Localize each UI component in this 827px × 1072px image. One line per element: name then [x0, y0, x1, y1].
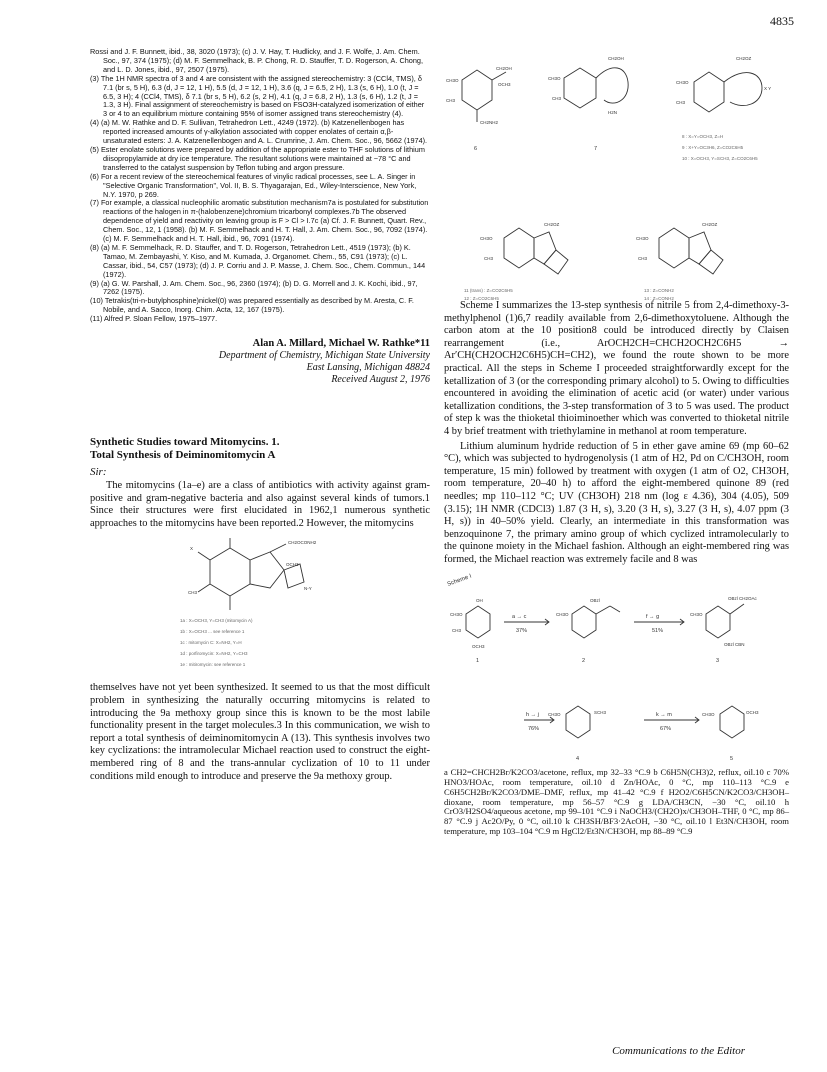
mitomycin-structure-drawing	[90, 530, 430, 620]
svg-text:CH3: CH3	[452, 628, 462, 634]
structures-figure	[444, 38, 789, 301]
svg-text:CH3: CH3	[638, 256, 648, 261]
svg-text:CH2OH: CH2OH	[608, 56, 624, 61]
footer-section-title: Communications to the Editor	[612, 1045, 745, 1057]
body-paragraph-continued: themselves have not yet been synthesized. It seemed to us that the most difficult problem in synthesizing the naturally occurring mitomycins is related to introducing the 9a methoxy group since this is known to be the most labile functionality present in the target molecules.3 In this communication, we wish to report a total synthesis of deiminomitomycin A (13). This synthesis involves two key cyclizations: the intramolecular Michael reaction used to construct the eight-membered ring of 8 and the trans-annular cyclization of 10 to 11 under conditions mild enough to introduce and preserve the 9a methoxy group.	[90, 682, 430, 782]
legend-11: 11 (trans) : Z=CO2C6H5	[464, 288, 513, 293]
left-column	[90, 48, 430, 783]
compound-6-label: 6	[474, 146, 478, 152]
svg-text:CH3: CH3	[552, 96, 562, 101]
svg-text:CH2OZ: CH2OZ	[544, 222, 560, 227]
page-number: 4835	[770, 14, 794, 28]
scheme-title: Scheme I	[446, 574, 473, 589]
svg-text:OH: OH	[476, 598, 483, 604]
reference-item: (8) (a) M. F. Semmelhack, R. D. Stauffer, and T. D. Rogerson, Tetrahedron Lett., 4519 (1973); (b) K. Tamao, M. Zembayashi, Y. Kiso, and M. Kumada, J. Organomet. Chem., 55, C91 (1973); (c) L. Cassar, ibid., 54, C57 (1973); (d) J. P. Corriu and J. P. Masse, J. Chem. Soc., Chem. Commun., 144 (1972).	[90, 242, 426, 279]
legend-1c: 1c : mitomycin C: X=NH2, Y=H	[180, 640, 242, 646]
svg-text:CH2OZ: CH2OZ	[702, 222, 718, 227]
svg-text:OCH3: OCH3	[472, 644, 485, 650]
legend-13: 13 : Z=CONH2	[644, 288, 674, 293]
legend-10: 10 : X=OCH3, Y=SCH3, Z=CO2C6H5	[682, 156, 758, 161]
yield-4: 67%	[660, 726, 672, 733]
scheme-1-drawing	[444, 570, 789, 768]
reference-item: (5) Ester enolate solutions were prepared by addition of the appropriate ester to THF solutions of lithium diisopropylamide at dry ice temperature. The resultant solutions were maintained at −78 °C and transferred to the catalyst suspension by Teflon tubing and argon pressure.	[90, 144, 425, 172]
structures-drawing	[444, 38, 789, 296]
salutation: Sir:	[90, 466, 107, 479]
reference-item: (6) For a recent review of the stereochemical features of vinylic radical processes, see L. A. Singer in "Selective Organic Transformation", Vol. II, B. S. Thyagarajan, Ed., Wiley-Interscience, New York, N.Y. 1970, p 269.	[90, 171, 417, 199]
reference-item: (10) Tetrakis(tri-n-butylphosphine)nickel(0) was prepared essentially as described by M. Aresta, C. F. Nobile, and A. Sacco, Inorg. Chim. Acta, 12, 167 (1975).	[90, 296, 414, 315]
department: Department of Chemistry, Michigan State University	[218, 350, 430, 362]
city: East Lansing, Michigan 48824	[306, 362, 430, 374]
mitomycin-structure-figure	[90, 530, 430, 680]
legend-1b: 1b : X=OCH3 ... see reference 1	[180, 629, 245, 635]
svg-text:CH3: CH3	[676, 100, 686, 105]
arrow-label-2: f → g	[646, 614, 660, 621]
arrow-label-3: h → j	[526, 712, 539, 719]
svg-text:CH3: CH3	[484, 256, 494, 261]
compound-3-label: 3	[716, 658, 720, 665]
compound-5-label: 5	[730, 756, 734, 763]
legend-1e: 1e : mitiromycin: see reference 1	[180, 662, 246, 668]
article-title	[90, 436, 430, 462]
svg-text:CH2OZ: CH2OZ	[736, 56, 752, 61]
compound-7-label: 7	[594, 146, 598, 152]
reference-item: (7) For example, a classical nucleophilic aromatic substitution mechanism7a is postulated for substitution reactions of the halogen in π-(halobenzene)chromium tricarbonyl complexes.7b The observed dependence of yield and reactivity on leaving group is F > Cl > I.7c (a) Cf. J. F. Bunnett, Quart. Rev., Chem. Soc., 12, 1 (1958). (b) M. F. Semmelhack and H. T. Hall, J. Am. Chem. Soc., 96, 7092 (1974). (c) M. F. Semmelhack and H. T. Hall, ibid., 96, 7091 (1974).	[90, 198, 429, 244]
reference-item: (11) Alfred P. Sloan Fellow, 1975–1977.	[90, 314, 218, 324]
arrow-label-4: k → m	[656, 712, 672, 719]
svg-text:X Y: X Y	[764, 86, 772, 91]
reference-item: (4) (a) M. W. Rathke and D. F. Sullivan, Tetrahedron Lett., 4249 (1972). (b) Katzenellenbogen has reported increased amounts of γ-alkylation associated with copper enolates of certain α,β-unsaturated esters: J. A. Katzenellenbogen and A. L. Crumrine, J. Am. Chem. Soc., 96, 5662 (1974).	[90, 118, 428, 146]
legend-1d: 1d : porfiromycin: X=NH2, Y=CH3	[180, 651, 248, 657]
title-line-1: Synthetic Studies toward Mitomycins. 1.	[90, 436, 280, 449]
svg-text:CH3O: CH3O	[446, 78, 459, 83]
right-column	[444, 38, 789, 836]
svg-text:CH3O: CH3O	[548, 76, 561, 81]
svg-text:OBzl CBN: OBzl CBN	[724, 642, 745, 648]
byline	[90, 338, 430, 386]
right-paragraph-1: Scheme I summarizes the 13-step synthesis of nitrile 5 from 2,4-dimethoxy-3-methylphenol (1)6,7 readily available from 2,6-dimethoxytoluene. Although the carbon atom at the 10 position8 could be introduced directly by Claisen rearrangement (i.e., ArOCH2CH=CHCH2OCH2C6H5 → Ar′CH(CH2OCH2C6H5)CH=CH2), we found the route shown to be more practical. All the steps in Scheme I proceeded straightforwardly except for the ketallization of 3 (or the corresponding primary alcohol) to 5. Owing to difficulties encountered in avoiding the elimination of acetic acid (or water) under various ketallization conditions, the 3-step transformation of 3 to 5 was used. The product of step k was the thioketal thioiminoether which was converted to thioketal nitrile 4 by brief treatment with triethylamine in methanol at room temperature.	[444, 300, 789, 437]
legend-12: 12 : Z=CO2C6H5	[464, 296, 499, 301]
intro-paragraph: The mitomycins (1a–e) are a class of antibiotics with activity against gram-positive and gram-negative bacteria and also against several kinds of tumors.1 Since their structures were first elucidated in 1962,1 numerous synthetic approaches to the mitomycins have been reported.2 However, the mitomycins	[90, 480, 430, 529]
svg-text:OCH3: OCH3	[498, 82, 511, 87]
compound-1-label: 1	[476, 658, 480, 665]
svg-text:X: X	[190, 546, 194, 552]
reference-item: (3) The 1H NMR spectra of 3 and 4 are consistent with the assigned stereochemistry: 3 (CCl4, TMS), δ 7.1 (br s, 5 H), 6.3 (d, J = 12, 1 H), 5.5 (d, J = 12, 1 H), 3.6 (q, J = 6.5, 2 H), 1.3 (s, 6 H), 1.0 (t, J = 6.5, 3 H); 4 (CCl4, TMS), δ 7.1 (br s, 5 H), 6.2 (s, 2 H), 4.1 (q, J = 6.8, 2 H), 1.3 (s, 6 H), 1.2 (t, J = 1.3, 3 H). Final assignment of stereochemistry is based on FSO3H-catalyzed isomerization of either 3 or 4 to an equilibrium mixture containing 95% of isomer assigned trans stereochemistry (4).	[90, 73, 425, 119]
svg-text:SCH3: SCH3	[594, 710, 607, 716]
svg-text:OCH3: OCH3	[746, 710, 759, 716]
legend-14: 14 : Z=CONH2	[644, 296, 674, 301]
arrow-label-1: a → c	[512, 614, 527, 621]
compound-4-label: 4	[576, 756, 580, 763]
authors: Alan A. Millard, Michael W. Rathke*11	[252, 338, 430, 350]
scheme-footnotes: a CH2=CHCH2Br/K2CO3/acetone, reflux, mp 32–33 °C.9 b C6H5N(CH3)2, reflux, oil.10 c 70% HNO3/HOAc, room temperature, oil.10 d Zn/HOAc, 0 °C, mp 110–113 °C.9 e C6H5CH2Br/K2CO3/DME–DMF, reflux, mp 41–42 °C.9 f H2O2/C6H5CN/K2CO3/CH3OH–dioxane, room temperature, mp 56–57 °C.9 g LDA/CH3CN, −30 °C, oil.10 h CrO3/H2SO4/aqueous acetone, mp 99–101 °C.9 i NaOCH3/(CH2O)x/CH3OH–THF, 0 °C, mp 86–87 °C.9 j Ac2O/Py, 0 °C, oil.10 k CH3SH/BF3·2AcOH, −30 °C, oil.10 l Et3N/CH3OH, room temperature, mp 103–104 °C.9 m HgCl2/Et3N/CH3OH, mp 88–89 °C.9	[444, 767, 789, 836]
scheme-1-figure	[444, 570, 789, 768]
svg-text:CH3: CH3	[188, 590, 198, 596]
yield-3: 76%	[528, 726, 540, 733]
svg-text:OBzl CH2OAc: OBzl CH2OAc	[728, 596, 757, 602]
svg-text:CH3O: CH3O	[450, 612, 463, 618]
compound-2-label: 2	[582, 658, 586, 665]
references-list	[90, 48, 430, 324]
svg-text:OBzl: OBzl	[590, 598, 600, 604]
legend-8: 8 : X=Y=OCH3, Z=H	[682, 134, 724, 139]
svg-text:OCH3: OCH3	[286, 562, 299, 568]
svg-text:CH2OCONH2: CH2OCONH2	[288, 540, 317, 546]
right-paragraph-2: Lithium aluminum hydride reduction of 5 in ether gave amine 69 (mp 60–62 °C), which was subjected to hydrogenolysis (1 atm of H2, Pd on C/CH3OH, room temperature, 15 min) followed by treatment with oxygen (1 atm of O2, CH3OH, room temperature, 20–40 h) to afford the eight-membered quinone 89 (red needles; mp 110–112 °C; UV (CH3OH) 218 nm (log ε 4.36), 304 (4.05), 509 (3.15); 1H NMR (CDCl3) 1.87 (3 H, s), 3.20 (3 H, s), 3.27 (3 H, s), 4.07 ppm (3 H, s)) in 40–50% yield. Clearly, an intermediate in this transformation was benzoquinone 7, the primary amino group of which cyclized intramolecularly to the quinone moiety in the Michael fashion. Although an eight-membered ring was formed, the Michael reaction was extremely facile and 8 was	[444, 440, 789, 565]
svg-text:CH3O: CH3O	[702, 712, 715, 718]
svg-text:N-Y: N-Y	[304, 586, 312, 592]
yield-1: 37%	[516, 628, 528, 635]
legend-9: 9 : X+Y=OC3H6, Z=CO2C6H5	[682, 145, 744, 150]
reference-item: Rossi and J. F. Bunnett, ibid., 38, 3020 (1973); (c) J. V. Hay, T. Hudlicky, and J. F. Wolfe, J. Am. Chem. Soc., 97, 374 (1975); (d) M. F. Semmelhack, B. P. Chong, R. D. Stauffer, T. D. Rogerson, A. Chong, and L. D. Jones, ibid., 97, 2507 (1975).	[90, 47, 424, 74]
received-date: Received August 2, 1976	[331, 374, 430, 386]
yield-2: 51%	[652, 628, 664, 635]
svg-text:CH3O: CH3O	[556, 612, 569, 618]
svg-text:CH3O: CH3O	[636, 236, 649, 241]
svg-text:CH3O: CH3O	[480, 236, 493, 241]
svg-text:H2N: H2N	[608, 110, 618, 115]
title-line-2: Total Synthesis of Deiminomitomycin A	[90, 449, 276, 462]
svg-text:CH3O: CH3O	[690, 612, 703, 618]
svg-text:CH2OH: CH2OH	[496, 66, 512, 71]
svg-text:CH2NH2: CH2NH2	[480, 120, 499, 125]
svg-text:CH3O: CH3O	[676, 80, 689, 85]
svg-text:CH3O: CH3O	[548, 712, 561, 718]
svg-text:CH3: CH3	[446, 98, 456, 103]
reference-item: (9) (a) G. W. Parshall, J. Am. Chem. Soc., 96, 2360 (1974); (b) D. G. Morrell and J. K. Kochi, ibid., 97, 7262 (1975).	[90, 278, 418, 297]
legend-1a: 1a : X=OCH3, Y=CH3 (mitomycin A)	[180, 618, 253, 624]
